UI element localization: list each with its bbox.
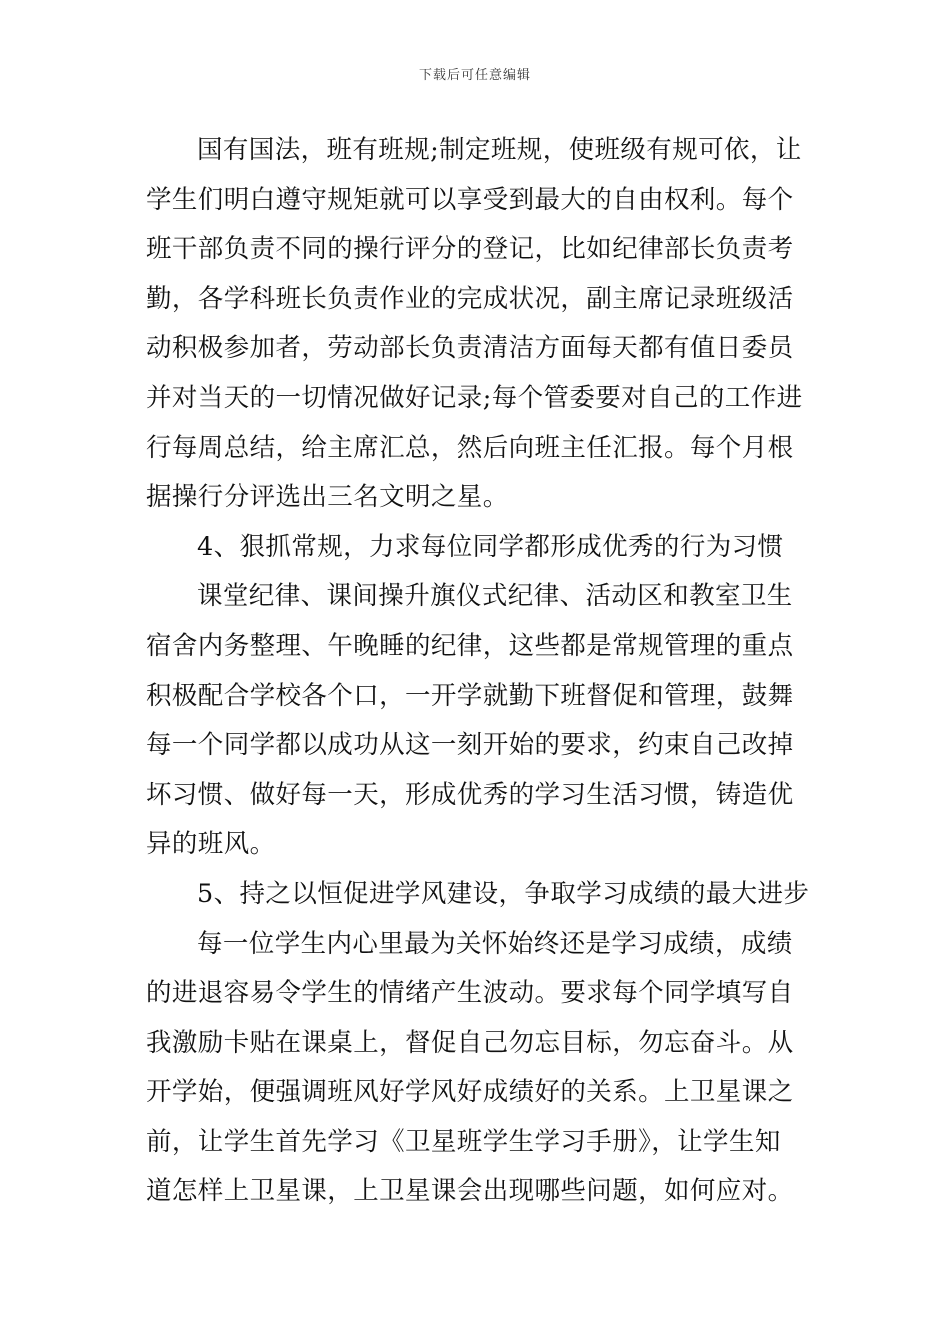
text-line: 宿舍内务整理、午晚睡的纪律，这些都是常规管理的重点 (146, 630, 794, 661)
text-line: 国有国法，班有班规;制定班规，使班级有规可依，让 (197, 135, 802, 165)
text-line: 勤，各学科班长负责作业的完成状况，副主席记录班级活 (146, 283, 794, 314)
text-line: 并对当天的一切情况做好记录;每个管委要对自己的工作进 (146, 382, 803, 413)
text-line: 前，让学生首先学习《卫星班学生学习手册》，让学生知 (146, 1126, 781, 1157)
page-header: 下载后可任意编辑 (418, 68, 531, 83)
text-line: 班干部负责不同的操行评分的登记，比如纪律部长负责考 (146, 234, 794, 265)
text-line: 积极配合学校各个口，一开学就勤下班督促和管理，鼓舞 (146, 680, 794, 711)
text-line: 我激励卡贴在课桌上，督促自己勿忘目标，勿忘奋斗。从 (146, 1027, 794, 1058)
text-line: 每一个同学都以成功从这一刻开始的要求，约束自己改掉 (146, 730, 794, 761)
document-body (146, 126, 808, 1217)
text-line: 开学始，便强调班风好学风好成绩好的关系。上卫星课之 (146, 1077, 794, 1108)
text-line: 学生们明白遵守规矩就可以享受到最大的自由权利。每个 (146, 184, 794, 215)
text-line: 课堂纪律、课间操升旗仪式纪律、活动区和教室卫生 (197, 581, 793, 612)
text-line: 的进退容易令学生的情绪产生波动。要求每个同学填写自 (146, 978, 794, 1009)
text-line: 据操行分评选出三名文明之星。 (146, 482, 509, 513)
text-line: 异的班风。 (146, 829, 276, 860)
text-line: 5、持之以恒促进学风建设，争取学习成绩的最大进步 (197, 878, 810, 909)
text-line: 坏习惯、做好每一天，形成优秀的学习生活习惯，铸造优 (146, 779, 794, 810)
text-line: 动积极参加者，劳动部长负责清洁方面每天都有值日委员 (146, 333, 794, 364)
text-line: 4、狠抓常规，力求每位同学都形成优秀的行为习惯 (197, 531, 784, 562)
text-line: 道怎样上卫星课，上卫星课会出现哪些问题，如何应对。 (146, 1176, 794, 1207)
text-line: 行每周总结，给主席汇总，然后向班主任汇报。每个月根 (146, 432, 794, 463)
text-line: 每一位学生内心里最为关怀始终还是学习成绩，成绩 (197, 928, 793, 959)
